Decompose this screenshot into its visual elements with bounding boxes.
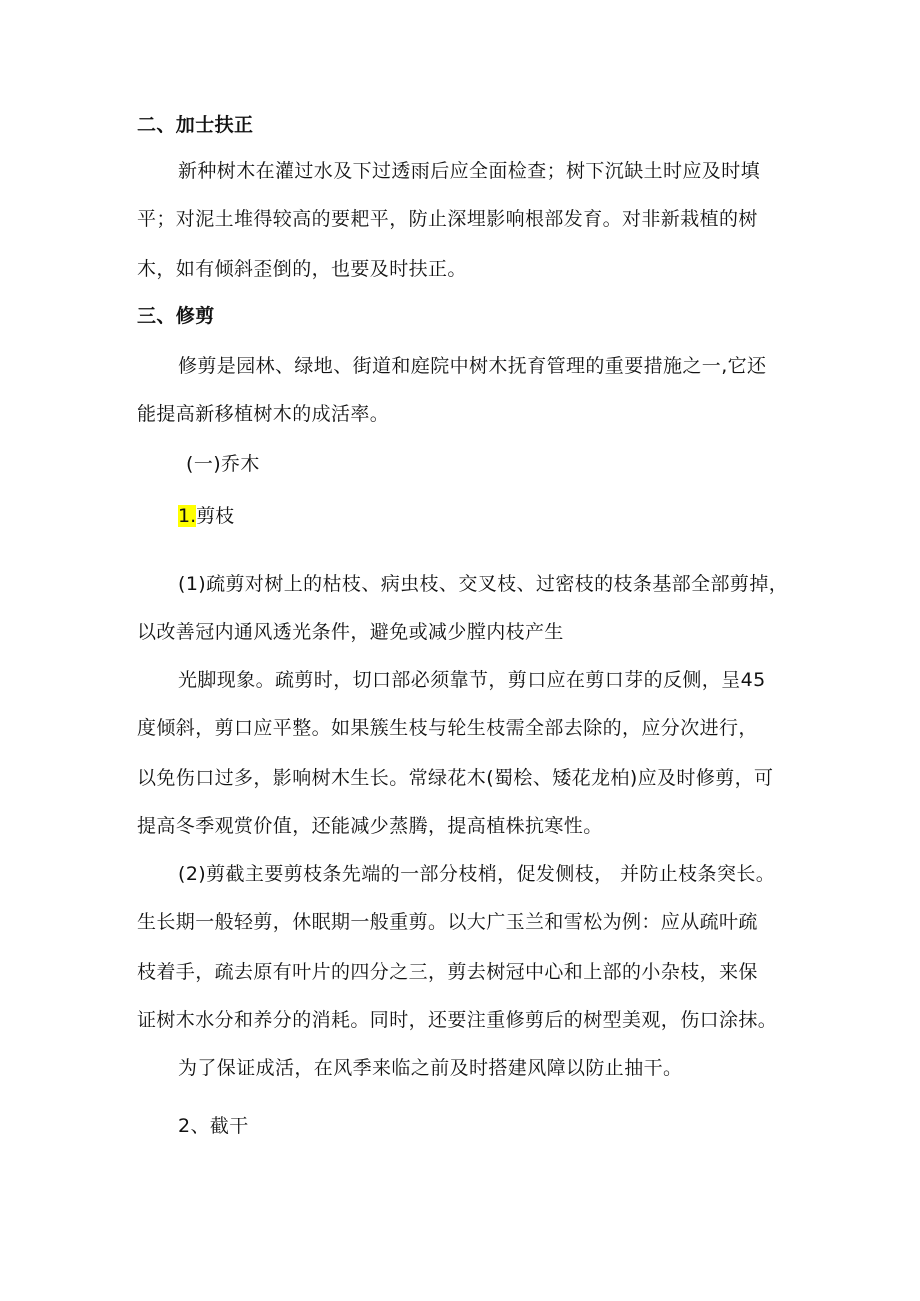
paragraph-line: 以免伤口过多，影响树木生长。常绿花木(蜀桧、矮花龙柏)应及时修剪，可 — [137, 767, 774, 789]
paragraph-line: 枝着手，疏去原有叶片的四分之三，剪去树冠中心和上部的小杂枝，来保 — [137, 961, 758, 983]
section-heading-3: 三、修剪 — [137, 305, 215, 327]
paragraph-line: 为了保证成活，在风季来临之前及时搭建风障以防止抽干。 — [178, 1057, 683, 1079]
paragraph-line: 证树木水分和养分的消耗。同时，还要注重修剪后的树型美观，伤口涂抹。 — [137, 1009, 778, 1031]
paragraph-line: (1)疏剪对树上的枯枝、病虫枝、交叉枝、过密枝的枝条基部全部剪掉， — [178, 573, 789, 595]
paragraph-line: 木，如有倾斜歪倒的，也要及时扶正。 — [137, 258, 467, 280]
item-1-title: 剪枝 — [196, 505, 235, 527]
paragraph-line: 提高冬季观赏价值，还能减少蒸腾，提高植株抗寒性。 — [137, 815, 603, 837]
paragraph-line: 光脚现象。疏剪时，切口部必须靠节，剪口应在剪口芽的反侧，呈45 — [178, 669, 766, 691]
paragraph-line: 以改善冠内通风透光条件，避免或减少膛内枝产生 — [137, 621, 564, 643]
paragraph-line: 生长期一般轻剪，休眠期一般重剪。以大广玉兰和雪松为例：应从疏叶疏 — [137, 911, 758, 933]
paragraph-line: (2)剪截主要剪枝条先端的一部分枝梢，促发侧枝， 并防止枝条突长。 — [178, 863, 776, 885]
paragraph-line: 修剪是园林、绿地、街道和庭院中树木抚育管理的重要措施之一,它还 — [178, 355, 767, 377]
section-heading-2: 二、加士扶正 — [137, 114, 254, 136]
subsection-title: (一)乔木 — [186, 453, 260, 475]
paragraph-line: 平；对泥土堆得较高的要耙平，防止深埋影响根部发育。对非新栽植的树 — [137, 208, 758, 230]
paragraph-line: 新种树木在灌过水及下过透雨后应全面检查；树下沉缺土时应及时填 — [178, 160, 761, 182]
item-2-heading: 2、截干 — [178, 1115, 249, 1137]
paragraph-line: 能提高新移植树木的成活率。 — [137, 403, 390, 425]
highlighted-number: 1. — [178, 505, 197, 527]
item-1-heading — [178, 503, 234, 529]
paragraph-line: 度倾斜，剪口应平整。如果簇生枝与轮生枝需全部去除的，应分次进行， — [137, 717, 758, 739]
